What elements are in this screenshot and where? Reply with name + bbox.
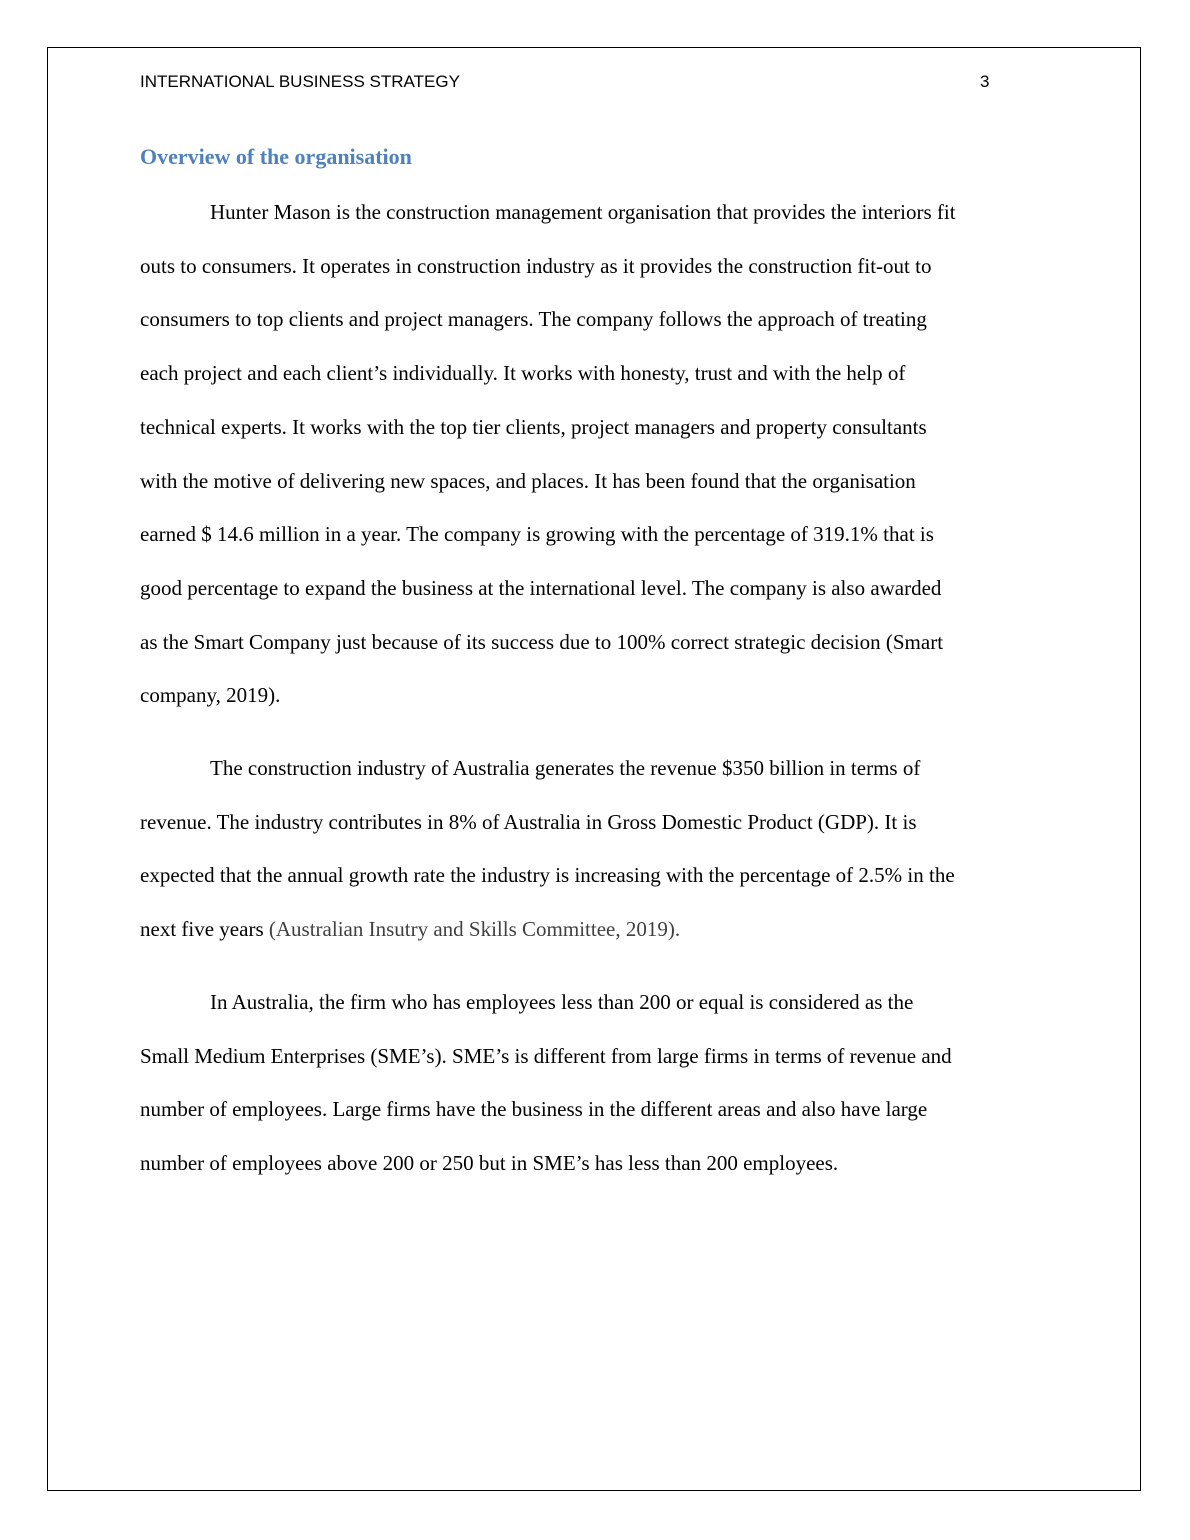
text-line: Small Medium Enterprises (SME’s). SME’s is different from large firms in terms of revenue and xyxy=(140,1043,952,1068)
text-line: company, 2019). xyxy=(140,683,281,708)
text-line-with-citation xyxy=(140,903,1060,957)
text-line: earned $ 14.6 million in a year. The company is growing with the percentage of 319.1% that is xyxy=(140,522,934,547)
text-line: expected that the annual growth rate the industry is increasing with the percentage of 2.5% in the xyxy=(140,863,955,888)
text-line: revenue. The industry contributes in 8% of Australia in Gross Domestic Product (GDP). It is xyxy=(140,809,917,834)
text-line: with the motive of delivering new spaces, and places. It has been found that the organisation xyxy=(140,468,916,493)
paragraph-sme xyxy=(140,976,1060,1191)
text-line: each project and each client’s individually. It works with honesty, trust and with the help of xyxy=(140,361,906,386)
text-line: number of employees above 200 or 250 but in SME’s has less than 200 employees. xyxy=(140,1151,839,1176)
text-line: next five years xyxy=(140,917,269,942)
text-line: as the Smart Company just because of its success due to 100% correct strategic decision (Smart xyxy=(140,629,944,654)
text-line: number of employees. Large firms have the business in the different areas and also have large xyxy=(140,1097,928,1122)
citation: (Australian Insutry and Skills Committee, 2019). xyxy=(268,917,681,942)
text-line: outs to consumers. It operates in construction industry as it provides the construction fit-out to xyxy=(140,253,932,278)
section-heading: Overview of the organisation xyxy=(140,144,412,169)
running-head: INTERNATIONAL BUSINESS STRATEGY xyxy=(140,72,460,91)
text-line: Hunter Mason is the construction management organisation that provides the interiors fit xyxy=(210,200,956,224)
paragraph-overview xyxy=(140,186,1060,723)
text-line: technical experts. It works with the top tier clients, project managers and property consultants xyxy=(140,414,927,439)
text-line: consumers to top clients and project managers. The company follows the approach of treating xyxy=(140,307,927,332)
text-line: The construction industry of Australia generates the revenue $350 billion in terms of xyxy=(210,756,921,780)
paragraph-industry xyxy=(140,742,1060,957)
page-number: 3 xyxy=(980,72,990,91)
text-line: good percentage to expand the business at the international level. The company is also awarded xyxy=(140,575,942,600)
text-line: In Australia, the firm who has employees less than 200 or equal is considered as the xyxy=(210,990,914,1014)
